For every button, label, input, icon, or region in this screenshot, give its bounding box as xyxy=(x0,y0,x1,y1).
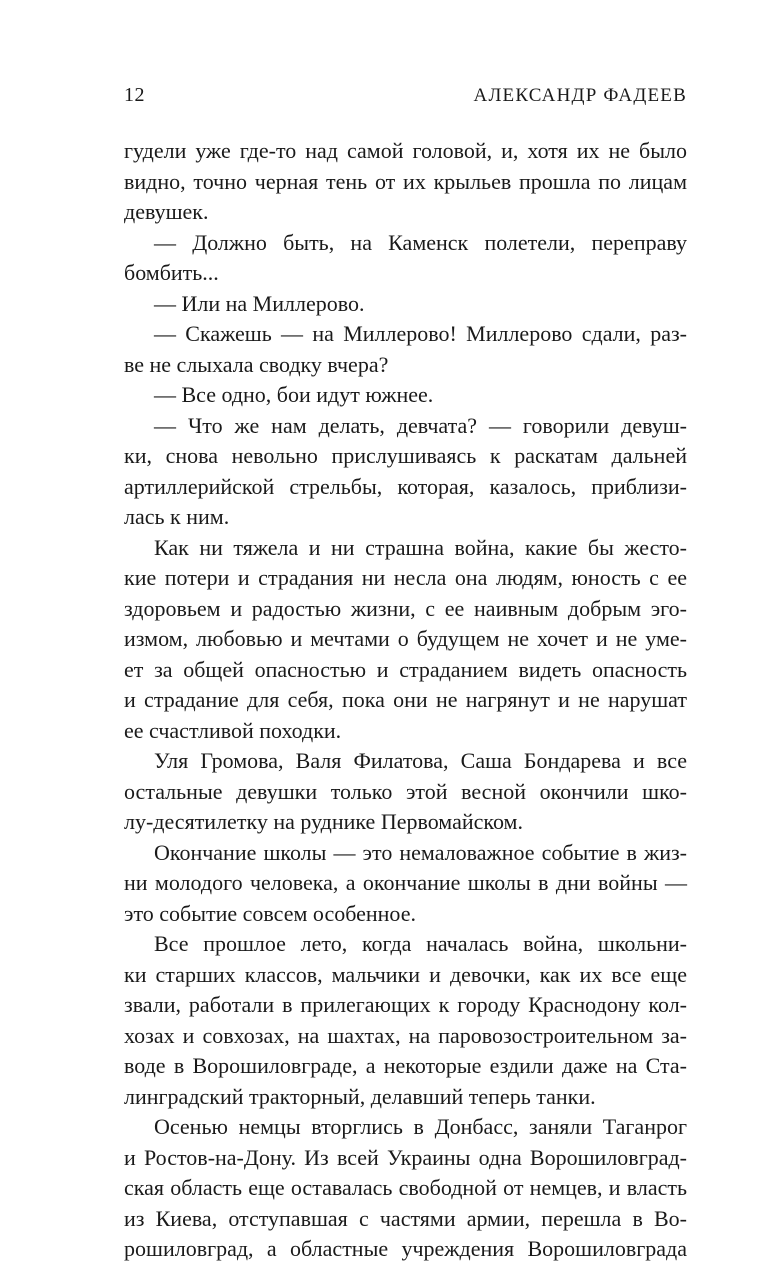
text-line: — Что же нам делать, девчата? — говорили девуш- xyxy=(154,412,687,438)
text-line: — Должно быть, на Каменск полетели, переправу xyxy=(154,229,687,255)
text-line: и Ростов-на-Дону. Из всей Украины одна Ворошиловград- xyxy=(124,1144,687,1170)
text-line: ская область еще оставалась свободной от немцев, и власть xyxy=(124,1175,687,1200)
text-line: остальные девушки только этой весной окончили шко- xyxy=(124,778,687,804)
text-line: лась к ним. xyxy=(124,504,230,529)
page-number: 12 xyxy=(124,84,145,106)
text-line: — Скажешь — на Миллерово! Миллерово сдали, раз- xyxy=(154,321,687,346)
text-line: измом, любовью и мечтами о будущем не хочет и не уме- xyxy=(124,626,687,651)
text-line: — Или на Миллерово. xyxy=(154,290,365,316)
text-line: хозах и совхозах, на шахтах, на паровозостроительном за- xyxy=(124,1022,687,1048)
text-line: здоровьем и радостью жизни, с ее наивным добрым эго- xyxy=(124,595,687,621)
text-line: девушек. xyxy=(124,199,209,224)
text-line: Осенью немцы вторглись в Донбасс, заняли Таганрог xyxy=(154,1114,687,1139)
body-text xyxy=(124,136,687,1265)
text-line: артиллерийской стрельбы, которая, казалось, приблизи- xyxy=(124,473,687,499)
text-line: линградский тракторный, делавший теперь танки. xyxy=(124,1083,596,1109)
text-line: бомбить... xyxy=(124,260,219,285)
text-line: видно, точно черная тень от их крыльев прошла по лицам xyxy=(124,168,687,194)
text-line: это событие совсем особенное. xyxy=(124,900,416,926)
text-line: ве не слыхала сводку вчера? xyxy=(124,351,389,377)
book-page xyxy=(124,84,687,1265)
text-line: — Все одно, бои идут южнее. xyxy=(154,382,434,407)
text-line: гудели уже где-то над самой головой, и, хотя их не было xyxy=(124,138,687,163)
text-line: и страдание для себя, пока они не нагрянут и не нарушат xyxy=(124,687,687,712)
text-line: из Киева, отступавшая с частями армии, перешла в Во- xyxy=(124,1205,687,1231)
text-line: ет за общей опасностью и страданием видеть опасность xyxy=(124,656,687,682)
text-line: лу-десятилетку на руднике Первомайском. xyxy=(124,809,523,834)
book-author: АЛЕКСАНДР ФАДЕЕВ xyxy=(473,85,687,106)
running-head xyxy=(124,84,687,118)
text-line: кие потери и страдания ни несла она людям, юность с ее xyxy=(124,565,687,590)
text-line: ки старших классов, мальчики и девочки, как их все еще xyxy=(124,961,687,987)
text-line: ее счастливой походки. xyxy=(124,717,342,743)
text-line: рошиловград, а областные учреждения Ворошиловграда xyxy=(124,1236,687,1261)
text-line: Окончание школы — это немаловажное событие в жиз- xyxy=(154,839,687,865)
text-line: ни молодого человека, а окончание школы в дни войны — xyxy=(124,870,687,895)
text-line: Все прошлое лето, когда началась война, школьни- xyxy=(154,931,687,956)
text-line: Как ни тяжела и ни страшна война, какие бы жесто- xyxy=(154,534,687,560)
text-line: воде в Ворошиловграде, а некоторые ездили даже на Ста- xyxy=(124,1053,687,1078)
text-line: Уля Громова, Валя Филатова, Саша Бондарева и все xyxy=(154,748,687,773)
text-line: звали, работали в прилегающих к городу Краснодону кол- xyxy=(124,992,687,1017)
text-line: ки, снова невольно прислушиваясь к раскатам дальней xyxy=(124,443,687,468)
